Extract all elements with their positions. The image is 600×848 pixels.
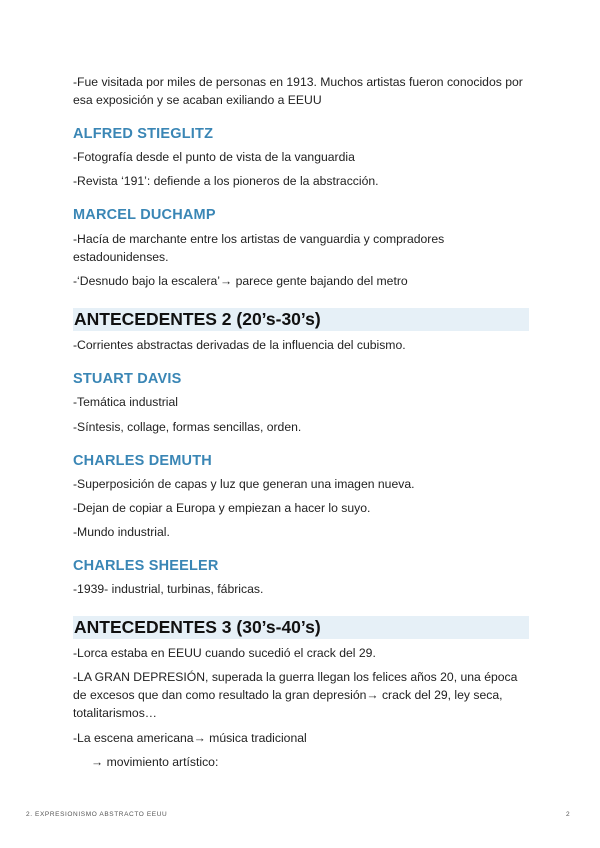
- footer-page-number: 2: [566, 811, 570, 818]
- paragraph-lorca: -Lorca estaba en EEUU cuando sucedió el crack del 29.: [73, 646, 376, 660]
- paragraph-gran-depresion: -LA GRAN DEPRESIÓN, superada la guerra llegan los felices años 20, una época de excesos que dan como resultado la gran depresión→ crack del 29, ley seca, totalitarismos…: [73, 670, 518, 720]
- paragraph-1939: -1939- industrial, turbinas, fábricas.: [73, 582, 264, 596]
- section-antecedentes-2: ANTECEDENTES 2 (20’s-30’s): [73, 308, 529, 331]
- paragraph-marchante: -Hacía de marchante entre los artistas de vanguardia y compradores estadounidenses.: [73, 232, 445, 264]
- paragraph-revista: -Revista ‘191’: defiende a los pioneros de la abstracción.: [73, 174, 379, 188]
- paragraph-fotografia: -Fotografía desde el punto de vista de la vanguardia: [73, 150, 355, 164]
- paragraph-mundo: -Mundo industrial.: [73, 525, 170, 539]
- paragraph-tematica: -Temática industrial: [73, 395, 178, 409]
- heading-alfred-stieglitz: ALFRED STIEGLITZ: [73, 126, 214, 142]
- paragraph-sintesis: -Síntesis, collage, formas sencillas, orden.: [73, 420, 302, 434]
- paragraph-movimiento: → movimiento artístico:: [91, 755, 219, 769]
- heading-stuart-davis: STUART DAVIS: [73, 371, 182, 387]
- footer-chapter-title: 2. EXPRESIONISMO ABSTRACTO EEUU: [26, 811, 168, 818]
- paragraph-exposicion: -Fue visitada por miles de personas en 1913. Muchos artistas fueron conocidos por esa exposición y se acaban exiliando a EEUU: [73, 75, 523, 107]
- heading-marcel-duchamp: MARCEL DUCHAMP: [73, 207, 216, 223]
- section-antecedentes-3: ANTECEDENTES 3 (30’s-40’s): [73, 616, 529, 639]
- paragraph-superposicion: -Superposición de capas y luz que generan una imagen nueva.: [73, 477, 415, 491]
- heading-charles-sheeler: CHARLES SHEELER: [73, 558, 219, 574]
- paragraph-escena: -La escena americana→ música tradicional: [73, 731, 307, 745]
- paragraph-dejan: -Dejan de copiar a Europa y empiezan a hacer lo suyo.: [73, 501, 371, 515]
- paragraph-desnudo: -‘Desnudo bajo la escalera’→ parece gente bajando del metro: [73, 274, 408, 288]
- heading-charles-demuth: CHARLES DEMUTH: [73, 453, 212, 469]
- paragraph-corrientes: -Corrientes abstractas derivadas de la influencia del cubismo.: [73, 338, 406, 352]
